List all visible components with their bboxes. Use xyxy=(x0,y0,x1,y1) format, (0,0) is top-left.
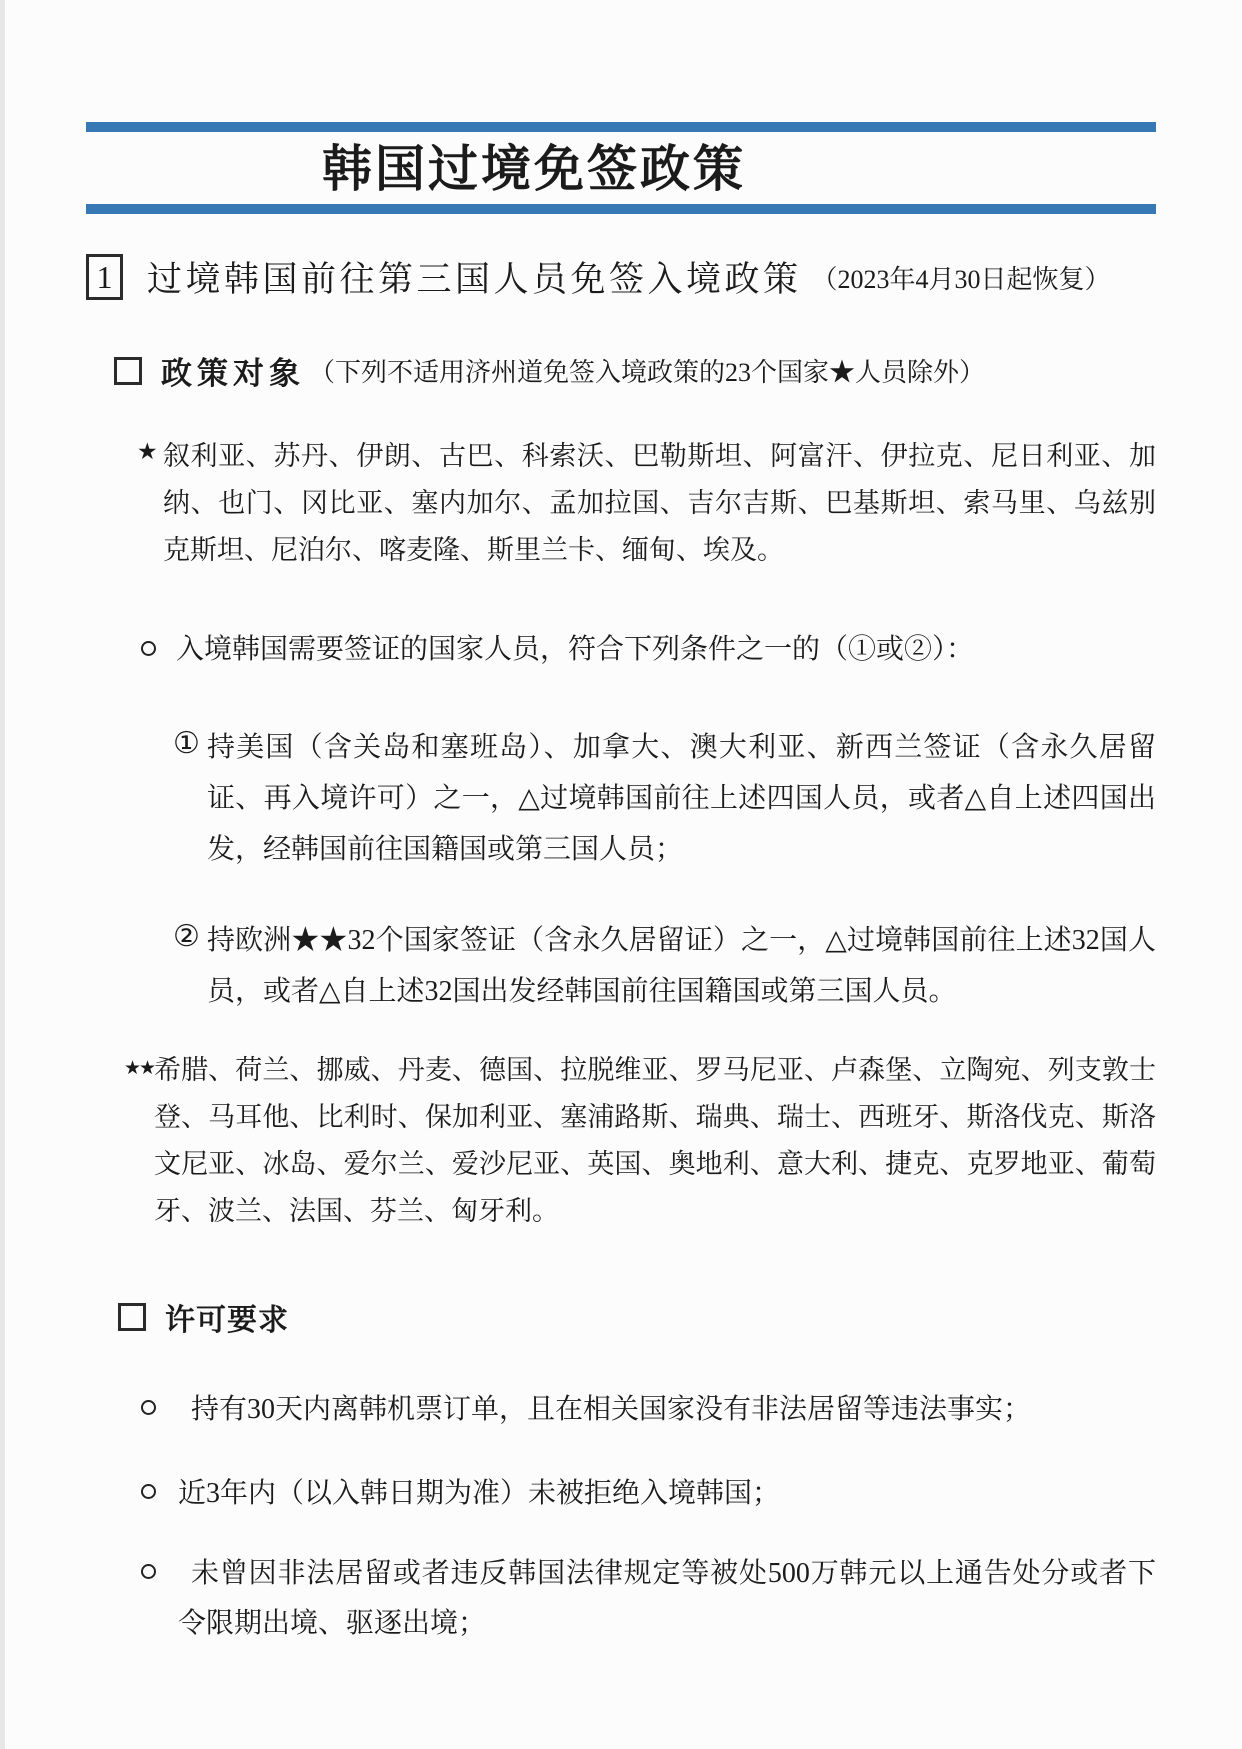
page-title: 韩国过境免签政策 xyxy=(322,141,746,197)
double-star-bullet-icon: ★★ xyxy=(124,1058,155,1079)
circle-bullet-icon xyxy=(141,641,156,656)
requirement-item xyxy=(141,1385,1156,1435)
circle-bullet-icon xyxy=(141,1564,156,1579)
condition-1-text: 持美国（含关岛和塞班岛）、加拿大、澳大利亚、新西兰签证（含永久居留证、再入境许可）之一，△过境韩国前往上述四国人员，或者△自上述四国出发，经韩国前往国籍国或第三国人员； xyxy=(207,732,1156,865)
requirement-text: 近3年内（以入韩日期为准）未被拒绝入境韩国； xyxy=(178,1478,781,1509)
scan-edge-shadow xyxy=(0,0,5,1749)
requirement-item xyxy=(141,1549,1156,1649)
requirement-text: 持有30天内离韩机票订单，且在相关国家没有非法居留等违法事实； xyxy=(191,1394,1032,1425)
section-1-date-note: （2023年4月30日起恢复） xyxy=(811,264,1111,294)
condition-1-item xyxy=(173,722,1156,875)
condition-intro-text: 入境韩国需要签证的国家人员，符合下列条件之一的（①或②）： xyxy=(176,634,975,665)
top-accent-bar xyxy=(86,122,1156,132)
square-bullet-icon xyxy=(114,357,142,385)
condition-intro-item xyxy=(141,628,1156,672)
section-1-heading xyxy=(86,252,1156,302)
section-number-box: 1 xyxy=(86,254,123,300)
circled-1-icon: ① xyxy=(173,727,200,760)
policy-target-title: 政策对象 xyxy=(161,356,305,391)
european-countries-item xyxy=(124,1047,1156,1235)
requirements-heading xyxy=(118,1295,1156,1339)
excluded-countries-text: 叙利亚、苏丹、伊朗、古巴、科索沃、巴勒斯坦、阿富汗、伊拉克、尼日利亚、加纳、也门、冈比亚、塞内加尔、孟加拉国、吉尔吉斯、巴基斯坦、索马里、乌兹别克斯坦、尼泊尔、喀麦隆、斯里兰卡、缅甸、埃及。 xyxy=(163,441,1156,565)
policy-target-heading xyxy=(114,348,1156,393)
european-countries-text: 希腊、荷兰、挪威、丹麦、德国、拉脱维亚、罗马尼亚、卢森堡、立陶宛、列支敦士登、马耳他、比利时、保加利亚、塞浦路斯、瑞典、瑞士、西班牙、斯洛伐克、斯洛文尼亚、冰岛、爱尔兰、爱沙尼亚、英国、奥地利、意大利、捷克、克罗地亚、葡萄牙、波兰、法国、芬兰、匈牙利。 xyxy=(154,1055,1156,1226)
star-bullet-icon: ★ xyxy=(137,439,158,464)
circle-bullet-icon xyxy=(141,1400,156,1415)
circle-bullet-icon xyxy=(141,1484,156,1499)
policy-target-note: （下列不适用济州道免签入境政策的23个国家★人员除外） xyxy=(309,358,986,387)
condition-2-text: 持欧洲★★32个国家签证（含永久居留证）之一，△过境韩国前往上述32国人员，或者△自上述32国出发经韩国前往国籍国或第三国人员。 xyxy=(207,925,1156,1007)
title-banner xyxy=(86,122,1156,214)
bottom-accent-bar xyxy=(86,204,1156,214)
circled-2-icon: ② xyxy=(173,920,200,953)
excluded-countries-item xyxy=(137,433,1156,574)
requirement-text: 未曾因非法居留或者违反韩国法律规定等被处500万韩元以上通告处分或者下令限期出境、驱逐出境； xyxy=(178,1558,1156,1639)
requirement-item xyxy=(141,1469,1156,1519)
square-bullet-icon xyxy=(118,1303,146,1331)
condition-2-item xyxy=(173,915,1156,1017)
requirements-title: 许可要求 xyxy=(165,1304,289,1337)
section-1-title: 过境韩国前往第三国人员免签入境政策 xyxy=(147,260,802,299)
